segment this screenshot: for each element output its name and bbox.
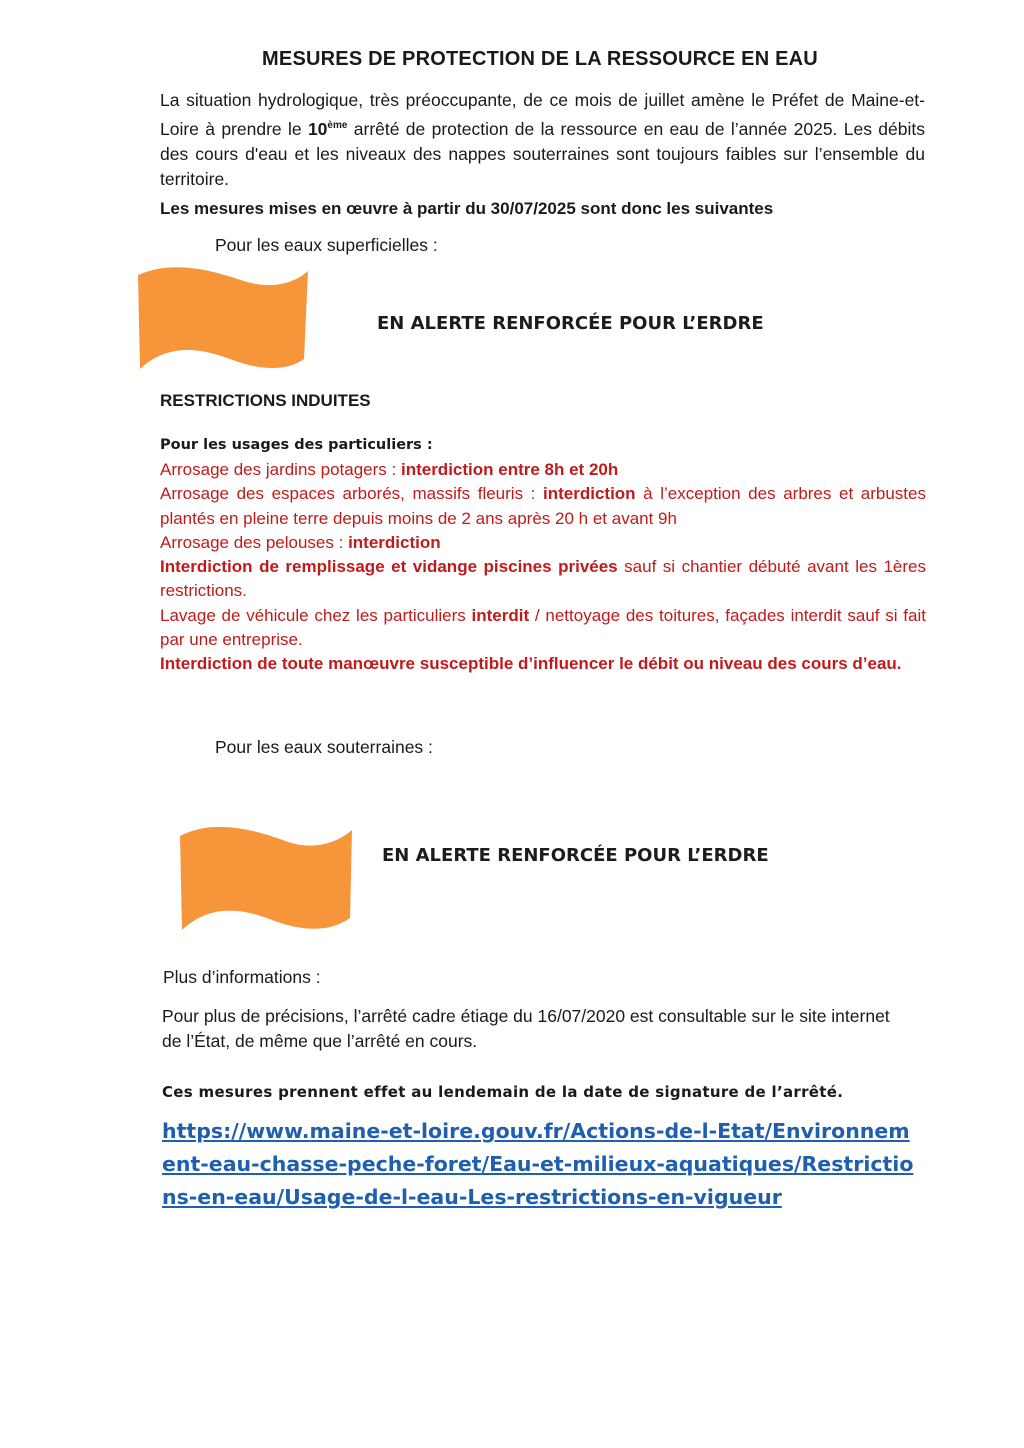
restriction-text: Arrosage des jardins potagers : [160,460,401,479]
groundwater-alert-status: EN ALERTE RENFORCÉE POUR L’ERDRE [382,845,769,866]
intro-paragraph [160,88,925,192]
restriction-text: sauf si chantier débuté avant les 1ères restrictions. [160,557,926,601]
page-title: MESURES DE PROTECTION DE LA RESSOURCE EN EAU [262,48,818,70]
restriction-emphasis: interdiction entre 8h et 20h [400,460,619,479]
more-info-text: Pour plus de précisions, l’arrêté cadre étiage du 16/07/2020 est consultable sur le site internet de l’État, de même que l’arrêté en cours. [162,1006,890,1051]
restrictions-list [160,458,926,677]
restriction-emphasis: Interdiction de toute manœuvre susceptible d’influencer le débit ou niveau des cours d’eau. [160,654,902,674]
groundwater-label: Pour les eaux souterraines : [215,737,433,757]
surface-alert-status: EN ALERTE RENFORCÉE POUR L’ERDRE [377,313,764,334]
restriction-item [160,555,926,604]
restriction-emphasis: interdit [471,605,530,625]
restriction-item [160,458,926,482]
restriction-item [160,482,926,531]
restrictions-heading: RESTRICTIONS INDUITES [160,391,371,410]
more-info-heading: Plus d’informations : [163,967,321,987]
prefecture-restrictions-link[interactable]: https://www.maine-et-loire.gouv.fr/Actions-de-l-Etat/Environnement-eau-chasse-peche-foret/Eau-et-milieux-aquatiques/Restrictions-en-eau/Usage-de-l-eau-Les-restrictions-en-vigueur [162,1119,914,1209]
restriction-emphasis: interdiction [543,484,636,504]
orange-alert-flag-icon [134,265,310,371]
restriction-text: Arrosage des pelouses : [160,532,349,552]
restriction-text: Lavage de véhicule chez les particuliers [160,605,472,625]
measures-heading: Les mesures mises en œuvre à partir du 30/07/2025 sont donc les suivantes [160,199,774,218]
orange-alert-flag-icon [176,822,356,932]
intro-ordinal-suffix: ème [327,120,348,131]
restriction-emphasis: Interdiction de remplissage et vidange piscines privées [160,557,618,577]
restriction-text: / nettoyage des toitures, façades interdit sauf si fait par une entreprise. [160,605,926,650]
restriction-item [160,531,926,555]
restriction-text: Arrosage des espaces arborés, massifs fleuris : [160,484,544,504]
restriction-text: à l’exception des arbres et arbustes plantés en pleine terre depuis moins de 2 ans après 20 h et avant 9h [160,484,926,528]
intro-ordinal: 10 [307,118,328,139]
effect-notice: Ces mesures prennent effet au lendemain de la date de signature de l’arrêté. [162,1083,844,1101]
restriction-emphasis: interdiction [348,532,441,552]
intro-text-1: La situation hydrologique, très préoccupante, de ce mois de juillet amène le Préfet de Maine-et-Loire à prendre le [160,90,925,139]
restriction-item [160,604,926,653]
restriction-item [160,652,926,676]
intro-text-2: arrêté de protection de la ressource en eau de l’année 2025. Les débits des cours d'eau et les niveaux des nappes souterraines sont toujours faibles sur l’ensemble du territoire. [160,118,925,189]
surface-water-label: Pour les eaux superficielles : [215,235,438,255]
private-usage-heading: Pour les usages des particuliers : [160,437,433,453]
